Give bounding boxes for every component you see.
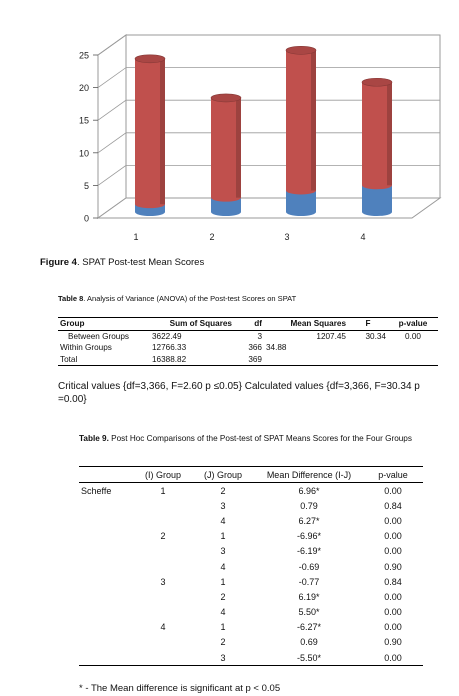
table-cell: 0.00	[384, 546, 402, 557]
table-cell: 34.88	[266, 343, 287, 353]
x-tick-label: 4	[360, 232, 366, 242]
bar-shade	[387, 82, 392, 185]
table-cell: 1	[220, 576, 226, 587]
table-cell: 3	[191, 650, 255, 666]
table-cell: 1207.45	[316, 331, 346, 341]
column-header: df	[234, 318, 264, 331]
table-cell: 0.00	[384, 622, 402, 633]
column-header: Sum of Squares	[150, 318, 234, 331]
table-cell: 3	[220, 500, 226, 511]
posthoc-table	[79, 466, 423, 666]
x-tick-label: 2	[209, 232, 215, 242]
table-cell	[79, 513, 135, 528]
column-header: p-value	[388, 318, 438, 331]
table-row	[79, 620, 423, 635]
table-cell: 6.96*	[298, 485, 320, 496]
bar-shade	[160, 59, 165, 204]
bar-top	[286, 46, 316, 54]
table9-label: Table 9.	[79, 434, 109, 443]
table-cell: 5.50*	[298, 607, 320, 618]
table-row	[79, 513, 423, 528]
table-header-row	[58, 318, 438, 331]
table-cell	[264, 354, 348, 366]
bar-top	[362, 78, 392, 86]
column-header: (I) Group	[135, 467, 191, 483]
figure-caption	[40, 257, 204, 268]
y-tick-label: 5	[83, 180, 89, 191]
x-tick-label: 3	[284, 232, 290, 242]
bar-top	[135, 55, 165, 63]
table-cell	[388, 342, 438, 354]
table-cell: -0.77	[298, 576, 320, 587]
table-row	[79, 544, 423, 559]
table-cell	[135, 498, 191, 513]
table-cell: 0.00	[384, 485, 402, 496]
table-header-row	[79, 467, 423, 483]
table-cell: 30.34	[365, 331, 386, 341]
x-tick-label: 1	[133, 232, 139, 242]
table-cell: Within Groups	[60, 343, 112, 353]
table-cell: 1	[220, 622, 226, 633]
table8-title: . Analysis of Variance (ANOVA) of the Post-test Scores on SPAT	[83, 294, 297, 303]
table-cell: 369	[234, 354, 264, 366]
column-header: Group	[58, 318, 150, 331]
table-cell: 0.79	[300, 500, 318, 511]
column-header: F	[348, 318, 388, 331]
chart-side-wall	[98, 35, 126, 218]
table-cell: 0.84	[384, 500, 402, 511]
column-header	[79, 467, 135, 483]
y-tick-label: 0	[83, 213, 89, 224]
column-header: Mean Difference (I-J)	[255, 467, 363, 483]
table-cell: -6.19*	[296, 546, 322, 557]
table-cell: Total	[58, 354, 150, 366]
table-cell	[79, 650, 135, 666]
table-cell: 0.69	[300, 637, 318, 648]
table-cell: 0.90	[384, 637, 402, 648]
table-row	[79, 605, 423, 620]
table-row	[58, 342, 438, 354]
table-cell	[79, 574, 135, 589]
table-row	[79, 574, 423, 589]
table-cell	[79, 589, 135, 604]
table-cell	[79, 529, 135, 544]
table-row	[79, 589, 423, 604]
table-cell	[388, 354, 438, 366]
table-row	[58, 330, 438, 342]
table-cell	[135, 605, 191, 620]
y-tick-label: 20	[78, 83, 89, 94]
table-cell	[135, 559, 191, 574]
table-cell	[79, 559, 135, 574]
table-cell: 3622.49	[152, 331, 182, 341]
table-cell: 0.90	[384, 561, 402, 572]
table-cell: 4	[220, 607, 226, 618]
figure-label: Figure 4	[40, 257, 77, 268]
table-row	[79, 483, 423, 499]
y-tick-label: 10	[78, 148, 89, 159]
table-cell: 2	[220, 591, 226, 602]
table-cell: 0.00	[384, 515, 402, 526]
table-cell: 16388.82	[150, 354, 234, 366]
table-cell	[79, 498, 135, 513]
table-row	[79, 650, 423, 666]
table-cell: -6.96*	[296, 531, 322, 542]
table-row	[58, 354, 438, 366]
table-cell: Scheffe	[81, 485, 112, 496]
column-header: Mean Squares	[264, 318, 348, 331]
table-cell: 2	[220, 485, 226, 496]
table-cell: 0.00	[405, 331, 421, 341]
table-cell: 4	[220, 515, 226, 526]
table-cell: -0.69	[298, 561, 320, 572]
table-cell: 4	[220, 561, 226, 572]
critical-values-text: Critical values {df=3,366, F=2.60 p ≤0.05} Calculated values {df=3,366, F=30.34 p =0.00}	[58, 381, 420, 405]
table-cell	[348, 354, 388, 366]
table-cell	[79, 620, 135, 635]
table8-caption	[58, 294, 296, 303]
table-cell: -5.50*	[255, 650, 363, 666]
table9-caption	[79, 433, 449, 444]
table-cell: 0.00	[363, 650, 423, 666]
y-tick-label: 25	[78, 50, 89, 61]
table-cell: 0.84	[384, 576, 402, 587]
column-header: p-value	[363, 467, 423, 483]
table-cell: 12766.33	[152, 343, 187, 353]
table-cell: 0.00	[384, 607, 402, 618]
table-cell: Between Groups	[68, 331, 129, 341]
anova-table	[58, 317, 438, 366]
table-cell: 2	[220, 637, 226, 648]
table-cell	[135, 513, 191, 528]
table-row	[79, 529, 423, 544]
table-cell: 3	[257, 331, 262, 341]
table-cell: 366	[248, 343, 262, 353]
table-cell: 6.27*	[298, 515, 320, 526]
table-cell	[79, 635, 135, 650]
table-cell: 2	[160, 531, 166, 542]
table-cell: -6.27*	[296, 622, 322, 633]
table-cell	[79, 605, 135, 620]
y-tick-label: 15	[78, 115, 89, 126]
table-row	[79, 498, 423, 513]
column-header: (J) Group	[191, 467, 255, 483]
bar-shade	[236, 98, 241, 198]
table-cell	[135, 650, 191, 666]
bar-segment	[362, 185, 392, 216]
figure-caption-text: . SPAT Post-test Mean Scores	[76, 257, 205, 268]
table-cell: 3	[220, 546, 226, 557]
table-cell	[79, 544, 135, 559]
table-cell: 1	[220, 531, 226, 542]
table-row	[79, 559, 423, 574]
table-cell: 0.00	[384, 591, 402, 602]
table-row	[79, 635, 423, 650]
table-cell	[135, 635, 191, 650]
chart-back-wall	[126, 35, 440, 198]
footnote: * - The Mean difference is significant at p < 0.05	[79, 683, 281, 694]
table-cell	[135, 544, 191, 559]
table-cell: 0.00	[384, 531, 402, 542]
table9-title: Post Hoc Comparisons of the Post-test of SPAT Means Scores for the Four Groups	[108, 434, 412, 443]
table-cell	[135, 589, 191, 604]
bar-top	[211, 94, 241, 102]
table8-label: Table 8	[58, 294, 84, 303]
table-cell	[348, 342, 388, 354]
table-cell: 6.19*	[298, 591, 320, 602]
table-cell: 3	[160, 576, 166, 587]
bar-shade	[311, 50, 316, 190]
table-cell: 1	[160, 485, 166, 496]
table-cell: 4	[160, 622, 166, 633]
bar-chart	[0, 0, 459, 250]
